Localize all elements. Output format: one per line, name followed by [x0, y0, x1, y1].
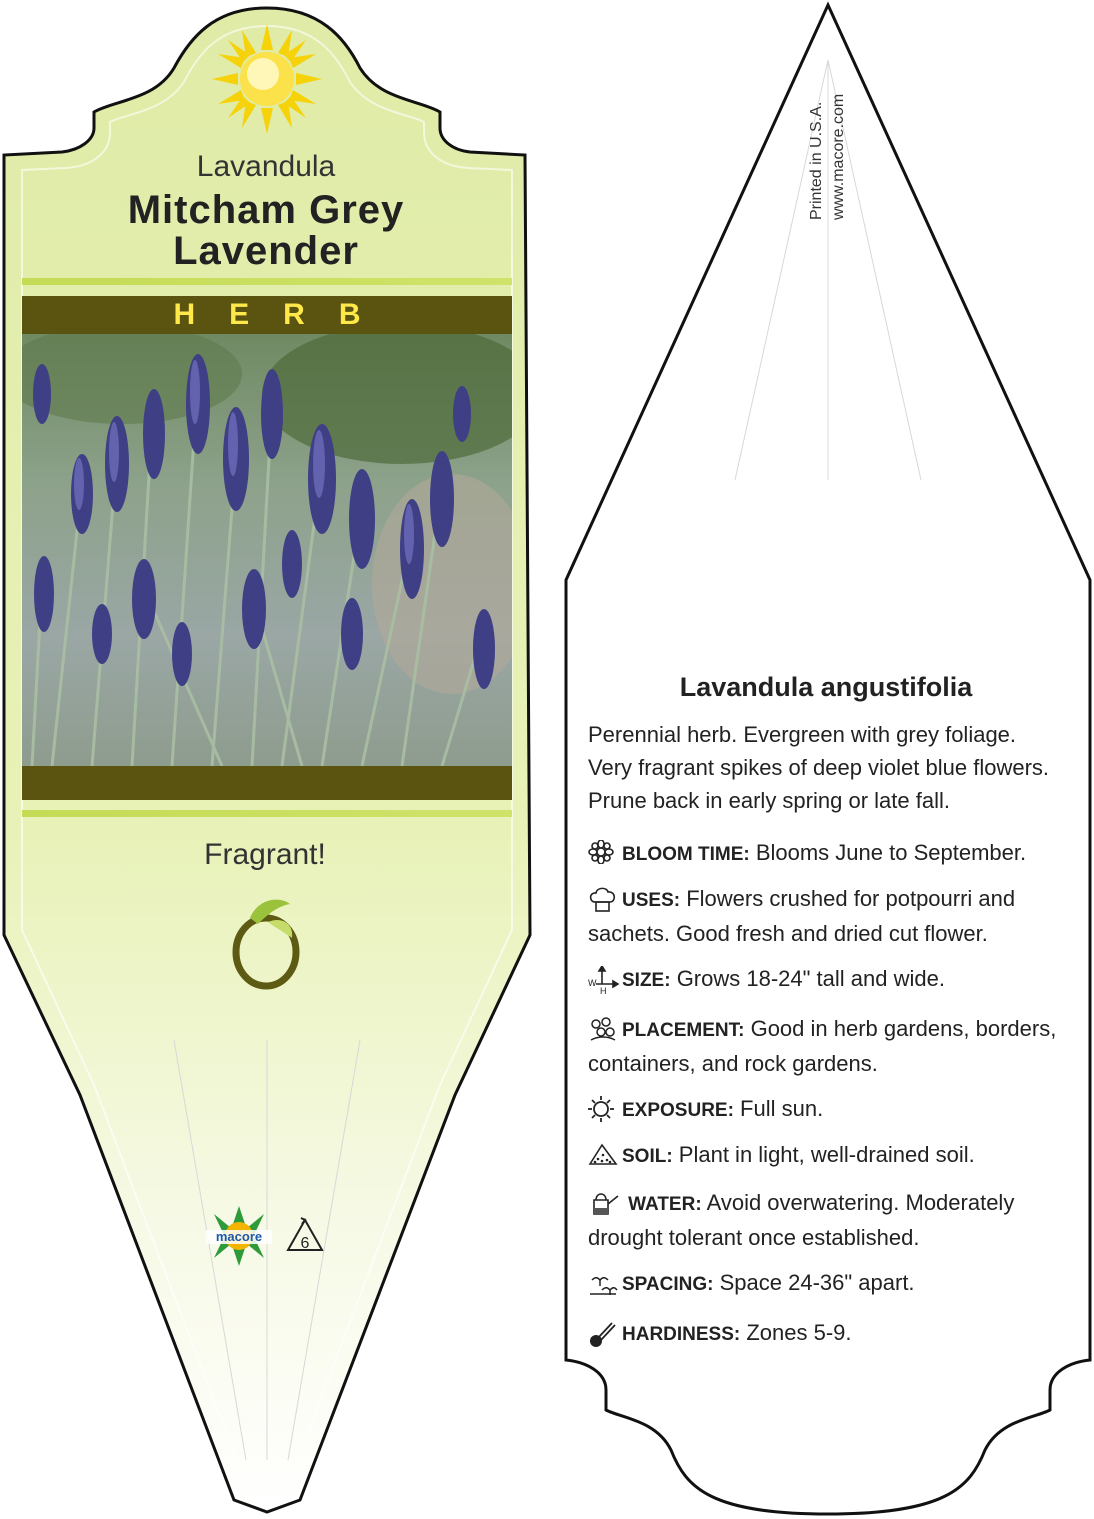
description: Perennial herb. Evergreen with grey foliage. Very fragrant spikes of deep violet blue flowers. Prune back in early spring or late fall.	[588, 722, 1050, 813]
tagline: Fragrant!	[204, 838, 326, 871]
macore-logo	[204, 1206, 274, 1266]
info-text: Blooms June to September.	[755, 840, 1027, 865]
seedlings-icon	[588, 1270, 622, 1294]
printed-info	[806, 94, 850, 220]
info-label: WATER:	[628, 1194, 702, 1215]
common-name-line2: Lavender	[173, 229, 359, 273]
flower-icon	[588, 840, 622, 864]
info-size	[588, 962, 1058, 997]
info-text: Full sun.	[740, 1096, 824, 1121]
chef-hat-icon	[588, 886, 622, 910]
recycle-number: 6	[300, 1235, 310, 1252]
macore-logo-text: macore	[215, 1229, 263, 1244]
info-label: SPACING:	[622, 1274, 714, 1295]
category-band	[22, 296, 512, 334]
species-name: Lavandula angustifolia	[679, 672, 973, 702]
website: www.macore.com	[830, 93, 847, 220]
info-text: Space 24-36" apart.	[719, 1270, 915, 1295]
common-name-line1: Mitcham Grey	[127, 188, 405, 232]
size-arrows-icon	[588, 966, 622, 994]
info-exposure	[588, 1092, 1058, 1127]
info-uses	[588, 882, 1058, 950]
info-water	[588, 1186, 1058, 1254]
info-bloom-time	[588, 836, 1058, 871]
watering-can-icon	[588, 1190, 622, 1214]
info-placement	[588, 1012, 1058, 1080]
info-label: BLOOM TIME:	[622, 844, 750, 865]
info-label: SOIL:	[622, 1146, 673, 1167]
info-text: Plant in light, well-drained soil.	[678, 1142, 975, 1167]
printed-in: Printed in U.S.A.	[808, 101, 825, 220]
info-text: Grows 18-24" tall and wide.	[676, 966, 945, 991]
plant-photo	[22, 334, 512, 766]
info-label: HARDINESS:	[622, 1324, 741, 1345]
botanical-name: Lavandula	[196, 150, 336, 183]
info-label: PLACEMENT:	[622, 1020, 745, 1041]
svg-text:H: H	[600, 986, 607, 994]
info-label: EXPOSURE:	[622, 1100, 734, 1121]
info-text: Flowers crushed for potpourri and sachets. Good fresh and dried cut flower.	[588, 886, 1016, 946]
info-spacing	[588, 1266, 1058, 1301]
sun-icon	[212, 24, 322, 134]
flowers-cluster-icon	[588, 1016, 622, 1040]
info-label: USES:	[622, 890, 681, 911]
info-text: Avoid overwatering. Moderately drought tolerant once established.	[588, 1190, 1015, 1250]
bottom-band	[22, 766, 512, 800]
leaf-seed-logo-icon	[228, 892, 308, 992]
info-text: Good in herb gardens, borders, containers, and rock gardens.	[588, 1016, 1057, 1076]
recycle-icon	[284, 1216, 326, 1258]
info-label: SIZE:	[622, 970, 671, 991]
svg-text:W: W	[588, 978, 597, 988]
sun-outline-icon	[588, 1096, 622, 1120]
thermometer-icon	[588, 1320, 622, 1344]
info-hardiness	[588, 1316, 1058, 1351]
info-soil	[588, 1138, 1058, 1173]
soil-pile-icon	[588, 1142, 622, 1166]
category-label: HERB	[173, 298, 395, 331]
info-text: Zones 5-9.	[746, 1320, 852, 1345]
